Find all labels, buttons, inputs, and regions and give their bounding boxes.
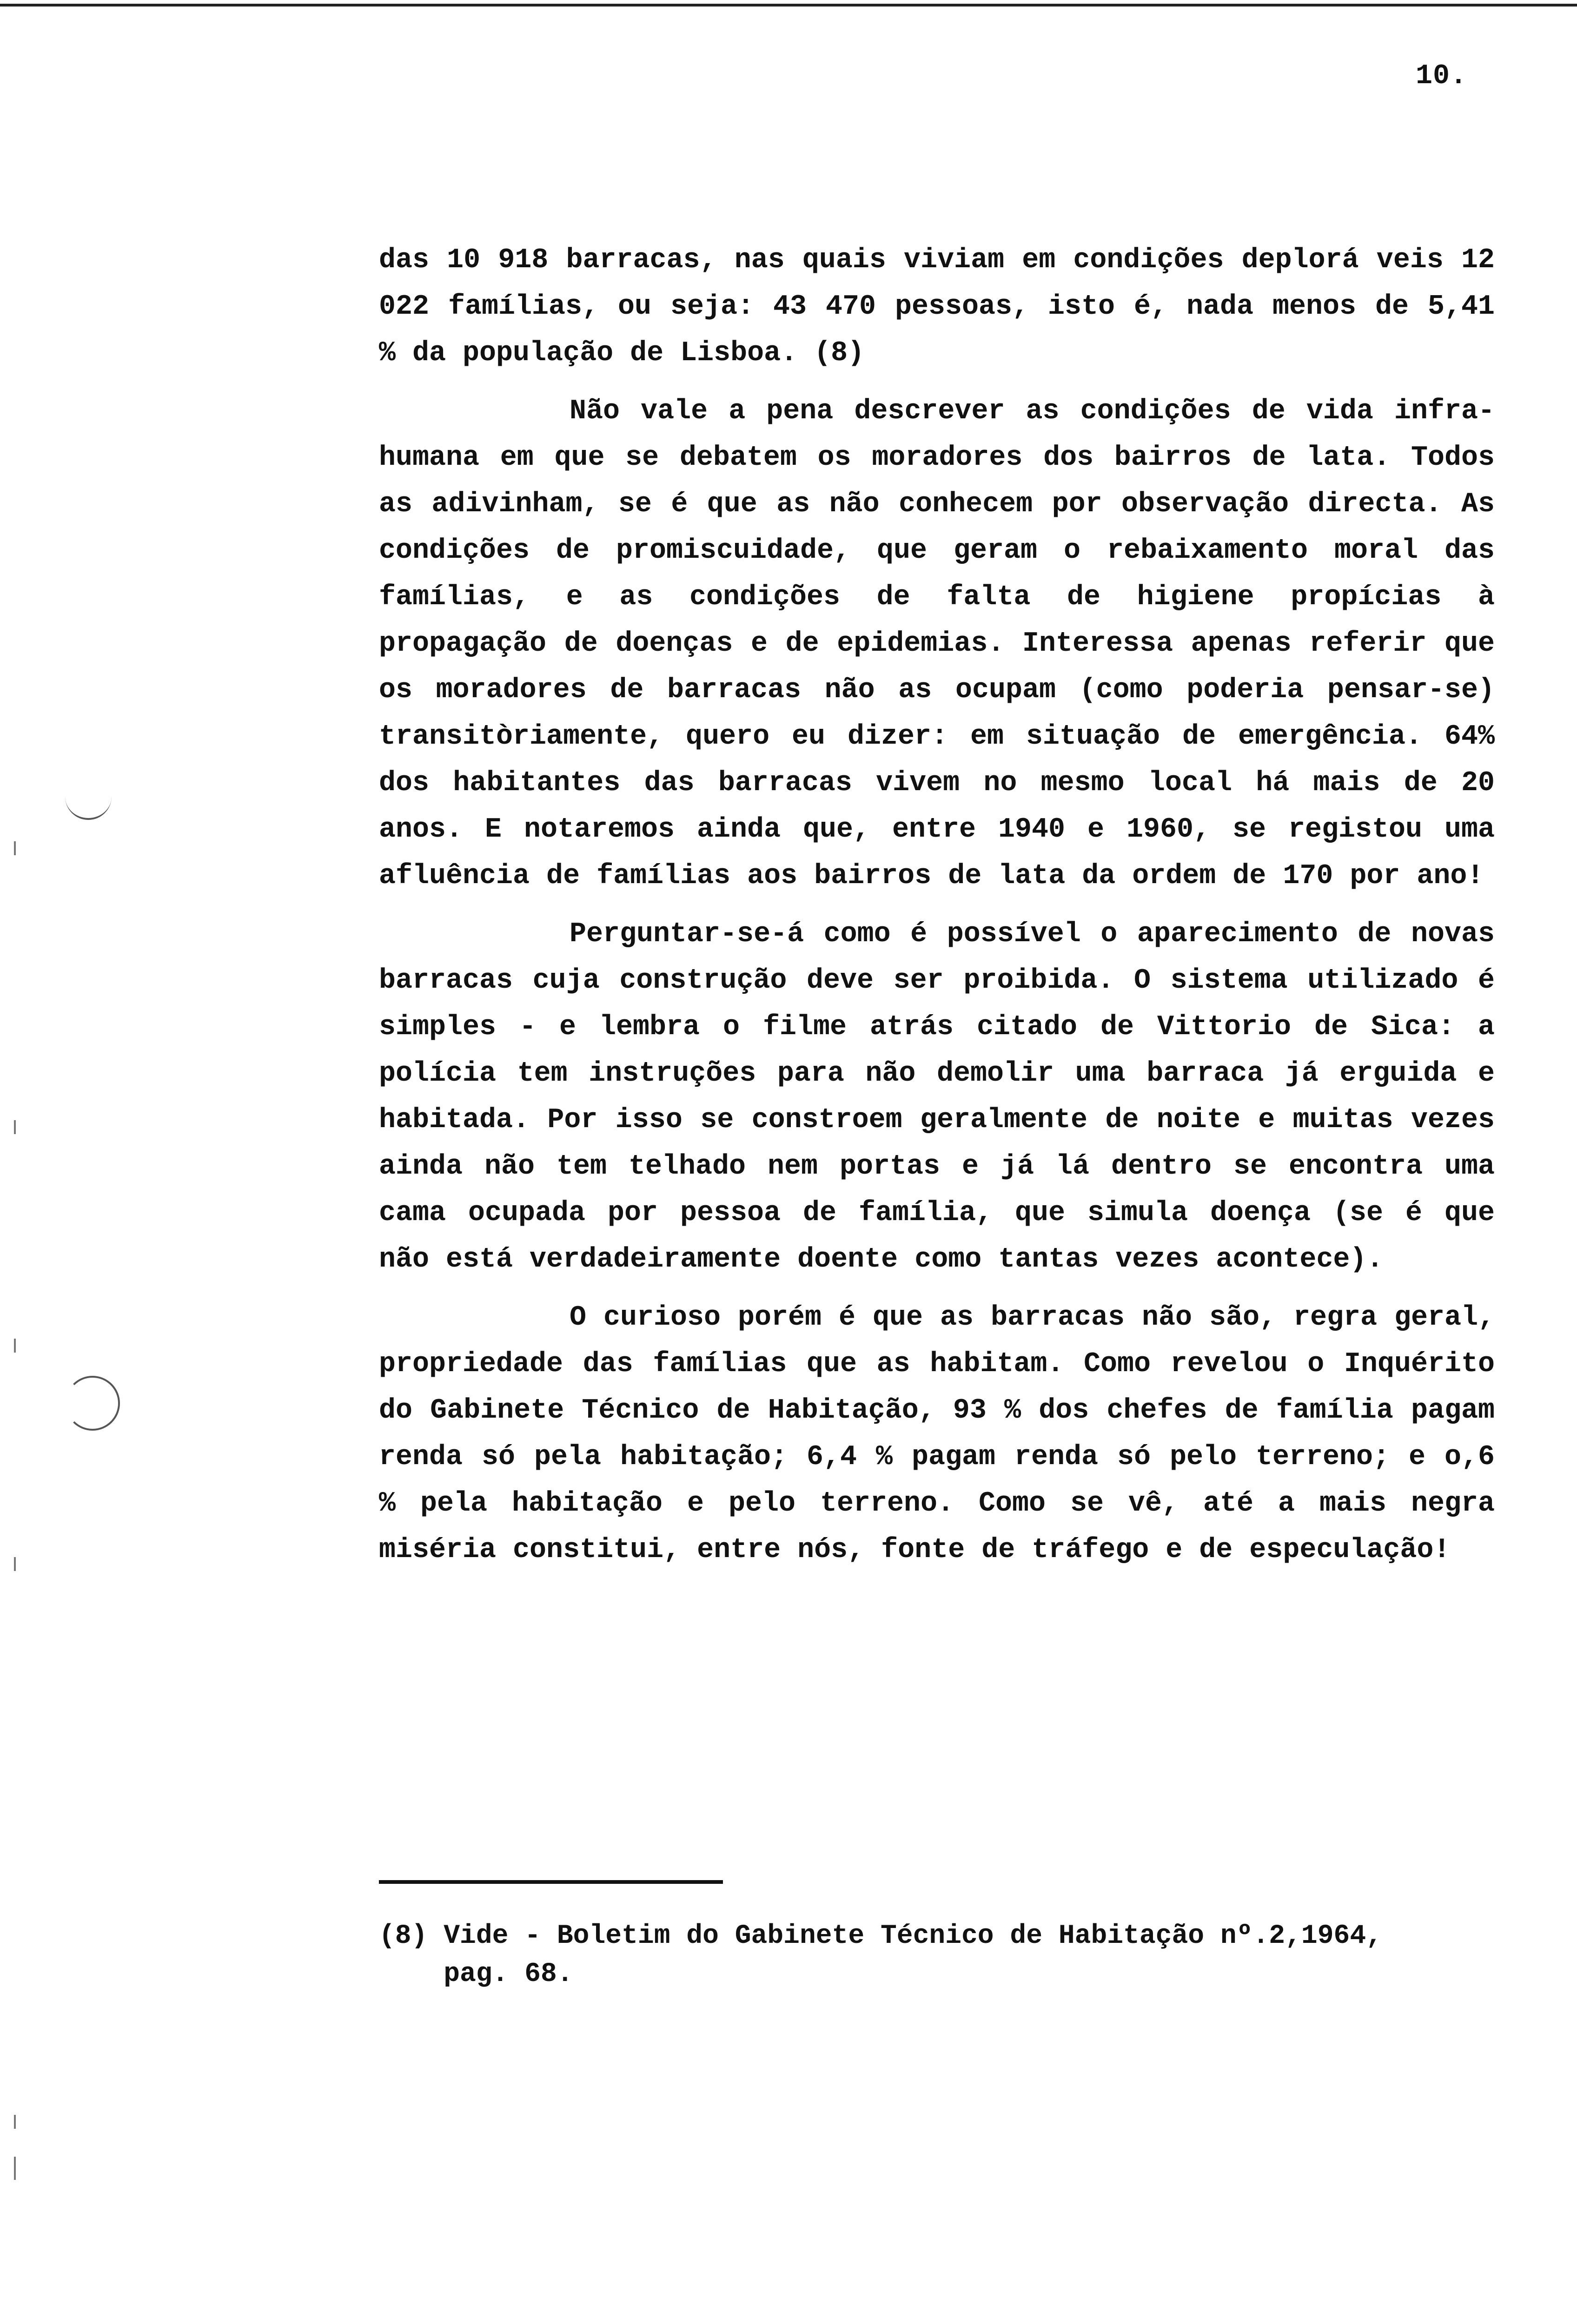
- binding-hole-mark: [65, 786, 112, 820]
- body-text: [379, 237, 1495, 1585]
- top-edge-rule: [0, 4, 1577, 7]
- page-number: 10.: [1416, 60, 1468, 92]
- margin-tick: [14, 841, 16, 855]
- margin-tick: [14, 1120, 16, 1134]
- margin-tick: [14, 1339, 16, 1353]
- binding-hole-mark: [65, 1376, 120, 1431]
- margin-tick: [14, 2115, 16, 2129]
- margin-tick: [14, 1557, 16, 1571]
- footnote: [379, 1917, 1495, 1994]
- paragraph-4: O curioso porém é que as barracas não são, regra geral, propriedade das famílias que as habitam. Como revelou o Inquérito do Gabinete Técnico de Habitação, 93 % dos chefes de família pagam renda só pela habitação; 6,4 % pagam renda só pelo terreno; e o,6 % pela habitação e pelo terreno. Como se vê, até a mais negra miséria constitui, entre nós, fonte de tráfego e de especulação!: [379, 1302, 1495, 1566]
- footnote-line-1: (8) Vide - Boletim do Gabinete Técnico de Habitação nº.2,1964,: [379, 1921, 1382, 1951]
- margin-tick: [14, 2157, 16, 2180]
- footnote-line-2: pag. 68.: [379, 1959, 573, 1989]
- paragraph-3: Perguntar-se-á como é possível o aparecimento de novas barracas cuja construção deve ser proibida. O sistema utilizado é simples - e lembra o filme atrás citado de Vittorio de Sica: a polícia tem instruções para não demolir uma barraca já erguida e habitada. Por isso se constroem geralmente de noite e muitas vezes ainda não tem telhado nem portas e já lá dentro se encontra uma cama ocupada por pessoa de família, que simula doença (se é que não está verdadeiramente doente como tantas vezes acontece).: [379, 918, 1495, 1275]
- paragraph-2: Não vale a pena descrever as condições de vida infra-humana em que se debatem os moradores dos bairros de lata. Todos as adivinham, se é que as não conhecem por observação directa. As condições de promiscuidade, que geram o rebaixamento moral das famílias, e as condições de falta de higiene propícias à propagação de doenças e de epidemias. Interessa apenas referir que os moradores de barracas não as ocupam (como poderia pensar-se) transitòriamente, quero eu dizer: em situação de emergência. 64% dos habitantes das barracas vivem no mesmo local há mais de 20 anos. E notaremos ainda que, entre 1940 e 1960, se registou uma afluência de famílias aos bairros de lata da ordem de 170 por ano!: [379, 396, 1495, 892]
- paragraph-1: das 10 918 barracas, nas quais viviam em condições deplorá veis 12 022 famílias, ou seja: 43 470 pessoas, isto é, nada menos de 5,41 % da população de Lisboa. (8): [379, 244, 1495, 369]
- footnote-separator: [379, 1880, 723, 1884]
